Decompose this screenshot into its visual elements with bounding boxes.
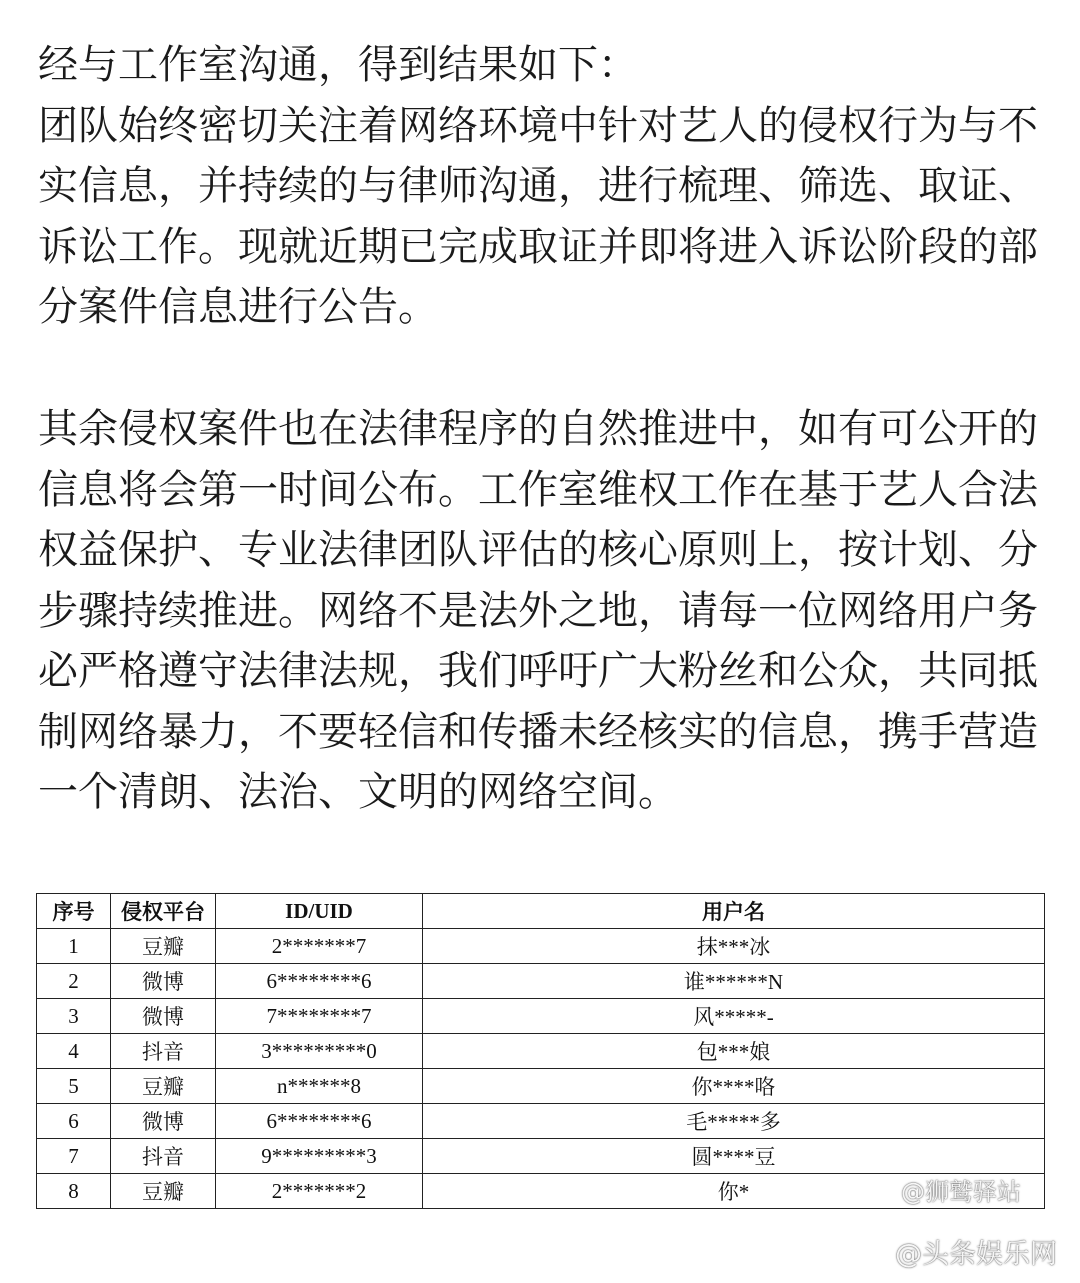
weibo-watermark-text: @狮鹫驿站 — [901, 1178, 1021, 1206]
table-row — [37, 999, 1045, 1034]
table-row — [37, 1034, 1045, 1069]
cell-no: 5 — [37, 1069, 111, 1104]
weibo-icon — [867, 1181, 897, 1205]
table-row — [37, 1104, 1045, 1139]
cell-platform: 豆瓣 — [111, 929, 216, 964]
cell-platform: 微博 — [111, 999, 216, 1034]
cell-username: 抹***冰 — [423, 929, 1045, 964]
cell-no: 2 — [37, 964, 111, 999]
cell-uid: 6********6 — [216, 1104, 423, 1139]
table-row — [37, 964, 1045, 999]
cell-uid: 7********7 — [216, 999, 423, 1034]
statement-paragraph: 其余侵权案件也在法律程序的自然推进中，如有可公开的信息将会第一时间公布。工作室维权工作在基于艺人合法权益保护、专业法律团队评估的核心原则上，按计划、分步骤持续推进。网络不是法外之地，请每一位网络用户务必严格遵守法律法规，我们呼吁广大粉丝和公众，共同抵制网络暴力，不要轻信和传播未经核实的信息，携手营造一个清朗、法治、文明的网络空间。 — [38, 406, 1038, 815]
cell-no: 3 — [37, 999, 111, 1034]
header-username: 用户名 — [423, 894, 1045, 929]
cell-platform: 豆瓣 — [111, 1174, 216, 1209]
cell-uid: 6********6 — [216, 964, 423, 999]
cell-username: 你****咯 — [423, 1069, 1045, 1104]
cell-no: 8 — [37, 1174, 111, 1209]
header-platform: 侵权平台 — [111, 894, 216, 929]
case-table — [36, 893, 1045, 1209]
cell-uid: 9*********3 — [216, 1139, 423, 1174]
table-header-row — [37, 894, 1045, 929]
cell-username: 你* — [423, 1174, 1045, 1209]
table-row — [37, 1139, 1045, 1174]
cell-no: 1 — [37, 929, 111, 964]
header-no: 序号 — [37, 894, 111, 929]
cell-username: 圆****豆 — [423, 1139, 1045, 1174]
cell-platform: 微博 — [111, 1104, 216, 1139]
table-row — [37, 1069, 1045, 1104]
cell-no: 7 — [37, 1139, 111, 1174]
table-row — [37, 929, 1045, 964]
case-table-container — [36, 893, 1044, 1209]
cell-platform: 抖音 — [111, 1139, 216, 1174]
cell-platform: 抖音 — [111, 1034, 216, 1069]
weibo-watermark — [867, 1172, 1021, 1207]
cell-username: 风*****- — [423, 999, 1045, 1034]
cell-username: 包***娘 — [423, 1034, 1045, 1069]
cell-uid: 3*********0 — [216, 1034, 423, 1069]
cell-no: 4 — [37, 1034, 111, 1069]
toutiao-watermark-text: @头条娱乐网 — [895, 1239, 1057, 1270]
cell-uid: n******8 — [216, 1069, 423, 1104]
cell-platform: 豆瓣 — [111, 1069, 216, 1104]
cell-platform: 微博 — [111, 964, 216, 999]
header-uid: ID/UID — [216, 894, 423, 929]
intro-paragraph: 经与工作室沟通，得到结果如下： 团队始终密切关注着网络环境中针对艺人的侵权行为与不实信息，并持续的与律师沟通，进行梳理、筛选、取证、诉讼工作。现就近期已完成取证并即将进入诉讼阶段的部分案件信息进行公告。 — [38, 42, 1038, 330]
cell-username: 毛*****多 — [423, 1104, 1045, 1139]
cell-username: 谁******N — [423, 964, 1045, 999]
toutiao-watermark — [895, 1232, 1057, 1271]
cell-uid: 2*******2 — [216, 1174, 423, 1209]
cell-uid: 2*******7 — [216, 929, 423, 964]
cell-no: 6 — [37, 1104, 111, 1139]
